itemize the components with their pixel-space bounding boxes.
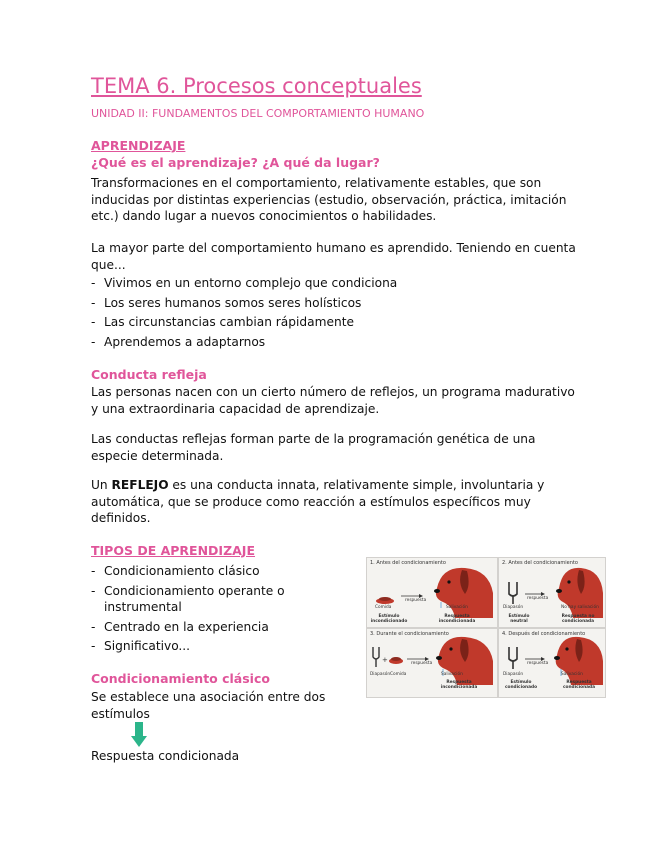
text-fragment: es una conducta innata, relativamente simple, involuntaria y [168,478,545,492]
list-item: - Vivimos en un entorno complejo que condiciona [91,275,571,292]
text-line: automática, que se produce como reacción a estímulos específicos muy [91,494,531,509]
response-caption: Respuesta no condicionada [561,614,595,624]
text-line [91,477,591,494]
text-line: La mayor parte del comportamiento humano es aprendido. Teniendo en cuenta [91,241,576,255]
text-line: Se establece una asociación entre dos [91,690,326,704]
response-arrow-caption: respuesta [527,596,549,601]
stimulus-caption: Estímulo condicionado [504,680,538,690]
response-caption: Respuesta incondicionada [440,680,478,690]
no-salivation-caption: No hay salivación [561,605,599,610]
stimulus-caption: Estímulo incondicionado [370,614,408,624]
clasico-heading: Condicionamiento clásico [91,671,270,686]
text-line: etc.) dando lugar a nuevos conocimientos o habilidades. [91,209,437,223]
list-item-continuation: instrumental [104,600,182,614]
panel-label: 2. Antes del condicionamiento [502,560,578,566]
salivation-caption: Salivación [561,672,583,677]
salivation-caption: Salivación [446,605,468,610]
fork-caption: Diapasón [503,605,524,610]
text-line: Transformaciones en el comportamiento, relativamente estables, que son [91,176,542,190]
panel-label: 4. Después del condicionamiento [502,631,586,637]
list-item: - Significativo... [91,638,351,655]
panel-before-1 [367,558,497,627]
text-fragment: Un [91,478,112,492]
page-title: TEMA 6. Procesos conceptuales [91,74,422,98]
food-caption: Comida [390,672,407,677]
list-item: - Las circunstancias cambian rápidamente [91,314,571,331]
reasons-list [91,275,571,350]
response-caption: Respuesta incondicionada [438,614,476,624]
fork-caption: Diapasón [503,672,524,677]
response-arrow-caption: respuesta [527,661,549,666]
conducta-refleja-heading: Conducta refleja [91,367,207,382]
panel-during [367,629,497,697]
text-line: y una extraordinaria capacidad de aprendizaje. [91,401,380,416]
refleja-paragraph-3 [91,477,591,527]
svg-text:+: + [382,656,388,664]
panel-before-2 [499,558,605,627]
food-caption: Comida [375,605,392,610]
conditioning-figure [366,557,606,698]
text-line: definidos. [91,511,151,525]
text-line: inducidas por distintas experiencias (estudio, observación, práctica, imitación [91,192,567,207]
text-line: que... [91,257,126,272]
aprendizaje-heading: APRENDIZAJE [91,138,186,153]
list-item: - Los seres humanos somos seres holísticos [91,295,571,312]
text-line: estímulos [91,706,150,721]
list-item: - Aprendemos a adaptarnos [91,334,571,351]
response-caption: Respuesta condicionada [562,680,595,690]
response-arrow-caption: respuesta [405,598,427,603]
definition-paragraph [91,175,591,225]
panel-after [499,629,605,697]
reflejo-bold: REFLEJO [111,478,169,492]
text-line: Las personas nacen con un cierto número de reflejos, un programa madurativo [91,385,575,399]
text-line: Las conductas reflejas forman parte de la programación genética de una [91,432,536,446]
refleja-paragraph-1 [91,384,591,417]
list-item: - Centrado en la experiencia [91,619,351,636]
tipos-heading: TIPOS DE APRENDIZAJE [91,543,256,558]
panel-label: 1. Antes del condicionamiento [370,560,446,566]
text-line: especie determinada. [91,448,224,463]
clasico-paragraph [91,689,351,722]
arrow-down-icon [131,722,147,748]
list-item: - Condicionamiento clásico [91,563,351,580]
stimulus-caption: Estímulo neutral [508,614,530,624]
panel-label: 3. Durante el condicionamiento [370,631,449,637]
tipos-list [91,563,351,655]
fork-caption: Diapasón [370,672,391,677]
list-item: - Condicionamiento operante o [91,583,351,600]
intro-paragraph [91,240,591,273]
aprendizaje-question: ¿Qué es el aprendizaje? ¿A qué da lugar? [91,155,380,170]
refleja-paragraph-2 [91,431,591,464]
respuesta-condicionada: Respuesta condicionada [91,749,240,763]
response-arrow-caption: respuesta [411,661,433,666]
salivation-caption: Salivación [441,672,463,677]
page-subtitle: UNIDAD II: FUNDAMENTOS DEL COMPORTAMIENTO HUMANO [91,107,425,120]
